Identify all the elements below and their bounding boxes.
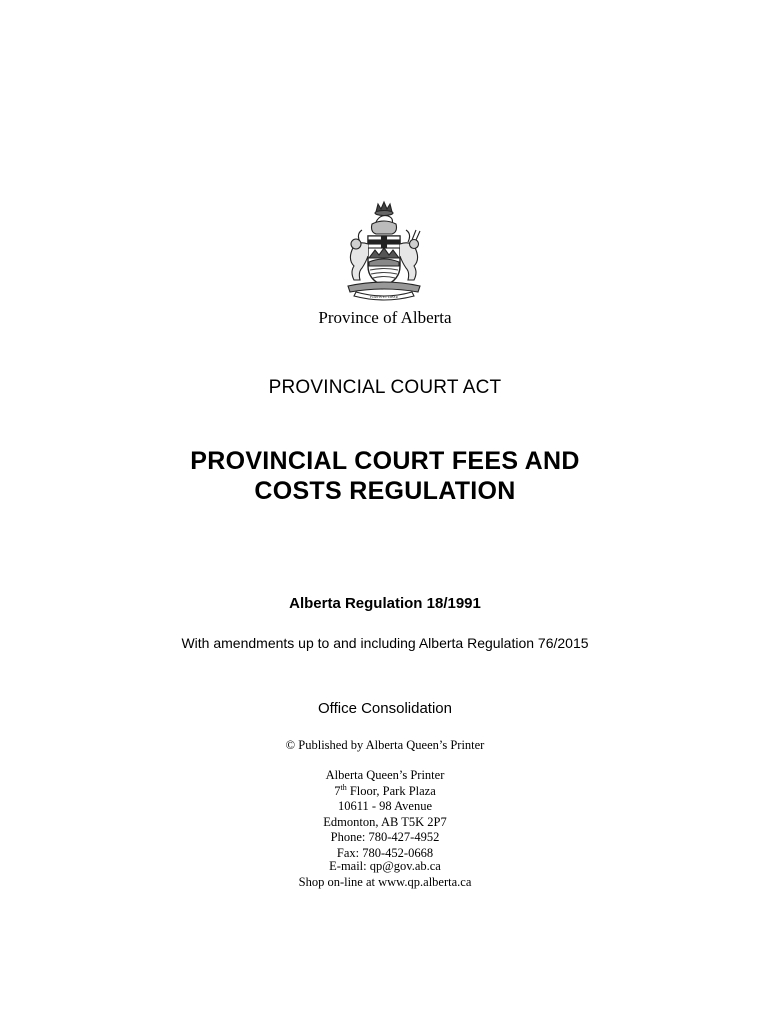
regulation-title bbox=[0, 446, 770, 506]
publisher-city: Edmonton, AB T5K 2P7 bbox=[323, 814, 447, 829]
regulation-title-line-2: COSTS REGULATION bbox=[254, 477, 516, 505]
floor-building: Floor, Park Plaza bbox=[346, 783, 436, 798]
publisher-contact bbox=[0, 859, 770, 890]
floor-suffix: th bbox=[340, 782, 347, 792]
svg-text:FORTIS ET LIBER: FORTIS ET LIBER bbox=[370, 295, 398, 299]
act-name: PROVINCIAL COURT ACT bbox=[268, 377, 502, 398]
floor-number: 7 bbox=[334, 783, 341, 798]
publisher-name: Alberta Queen’s Printer bbox=[325, 768, 445, 782]
province-name: Province of Alberta bbox=[318, 308, 452, 327]
regulation-number: Alberta Regulation 18/1991 bbox=[289, 595, 481, 612]
publisher-phone: Phone: 780-427-4952 bbox=[330, 830, 440, 844]
alberta-coat-of-arms-icon bbox=[332, 200, 436, 302]
publisher-website: Shop on-line at www.qp.alberta.ca bbox=[298, 874, 472, 889]
amendments-note: With amendments up to and including Alberta Regulation 76/2015 bbox=[181, 635, 589, 651]
copyright-notice: © Published by Alberta Queen’s Printer bbox=[285, 738, 485, 752]
office-consolidation: Office Consolidation bbox=[318, 700, 452, 717]
publisher-address bbox=[0, 768, 770, 861]
publisher-fax: Fax: 780-452-0668 bbox=[336, 845, 434, 860]
publisher-floor bbox=[0, 784, 770, 800]
publisher-street: 10611 - 98 Avenue bbox=[337, 799, 433, 813]
publisher-email: E-mail: qp@gov.ab.ca bbox=[329, 859, 441, 873]
regulation-title-line-1: PROVINCIAL COURT FEES AND bbox=[190, 447, 580, 475]
